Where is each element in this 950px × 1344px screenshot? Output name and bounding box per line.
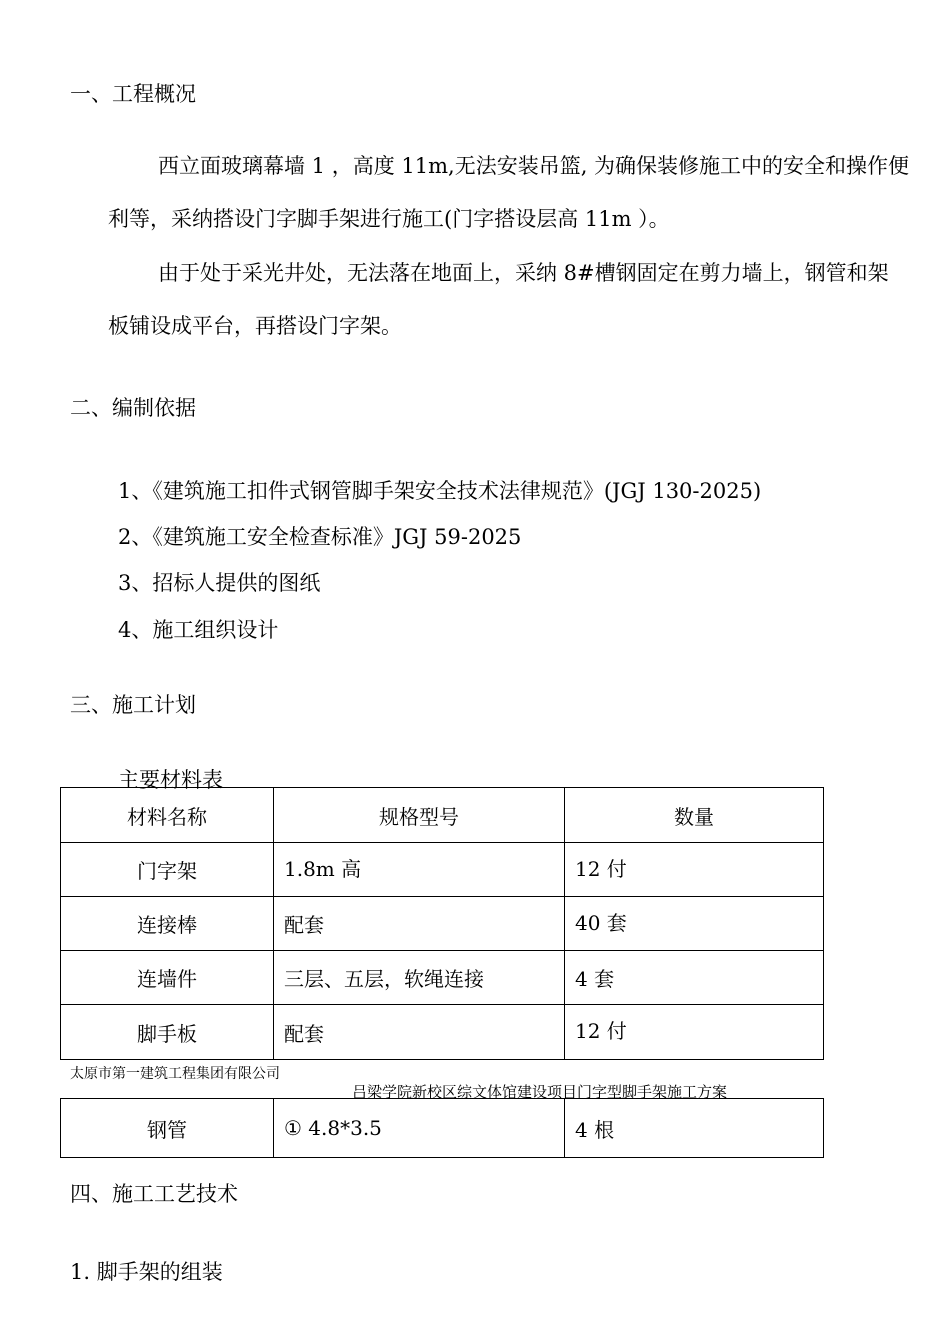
section1-heading: 一、工程概况 [70,82,196,106]
reference-item-4: 4、施工组织设计 [118,618,279,642]
cell-material: 脚手板 [61,1005,274,1060]
reference-item-3: 3、招标人提供的图纸 [118,571,321,595]
section2-heading: 二、编制依据 [70,396,196,420]
header-material-name: 材料名称 [61,788,274,843]
table-row [61,1005,824,1060]
materials-table [60,787,824,1060]
cell-material: 门字架 [61,843,274,897]
paragraph-1-line-2: 利等，采纳搭设门字脚手架进行施工(门字搭设层高 11m ）。 [108,207,670,231]
cell-material: 钢管 [61,1099,274,1158]
cell-material: 连接棒 [61,897,274,951]
cell-qty: 12 付 [565,843,824,897]
cell-spec: 配套 [274,897,565,951]
section4-heading: 四、施工工艺技术 [70,1182,238,1206]
section3-heading: 三、施工计划 [70,693,196,717]
subsection-1-heading: 1. 脚手架的组装 [70,1260,223,1284]
cell-qty: 4 根 [565,1099,824,1158]
cell-qty: 12 付 [565,1005,824,1060]
paragraph-1-line-1: 西立面玻璃幕墙 1 ，高度 11m,无法安装吊篮, 为确保装修施工中的安全和操作便 [158,154,910,178]
cell-qty: 4 套 [565,951,824,1005]
paragraph-2-line-2: 板铺设成平台，再搭设门字架。 [108,314,402,338]
table-row [61,843,824,897]
cell-spec: ① 4.8*3.5 [274,1099,565,1158]
cell-spec: 三层、五层，软绳连接 [274,951,565,1005]
table-title: 主要材料表 [118,768,223,792]
paragraph-2-line-1: 由于处于采光井处，无法落在地面上，采纳 8#槽钢固定在剪力墙上，钢管和架 [158,261,889,285]
header-project-title: 吕梁学院新校区综文体馆建设项目门字型脚手架施工方案 [352,1083,728,1101]
cell-spec: 1.8m 高 [274,843,565,897]
table-row [61,951,824,1005]
materials-table-continued [60,1098,824,1158]
footer-company: 太原市第一建筑工程集团有限公司 [70,1066,280,1082]
cell-spec: 配套 [274,1005,565,1060]
reference-item-2: 2、《建筑施工安全检查标准》JGJ 59-2025 [118,525,522,549]
table-row [61,897,824,951]
cell-material: 连墙件 [61,951,274,1005]
table-header-row [61,788,824,843]
table-row [61,1099,824,1158]
reference-item-1: 1、《建筑施工扣件式钢管脚手架安全技术法律规范》(JGJ 130-2025) [118,479,762,503]
header-specification: 规格型号 [274,788,565,843]
header-quantity: 数量 [565,788,824,843]
cell-qty: 40 套 [565,897,824,951]
